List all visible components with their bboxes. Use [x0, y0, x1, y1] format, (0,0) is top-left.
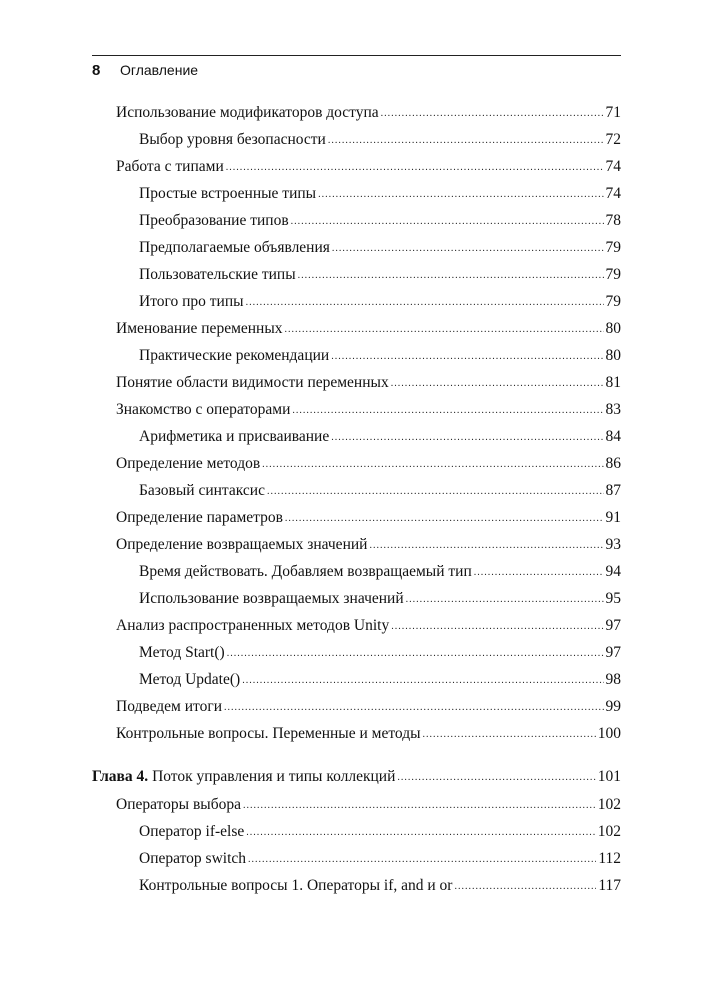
- toc-entry-page: 74: [605, 185, 621, 202]
- toc-entry-page: 97: [605, 617, 621, 634]
- dot-leader: [262, 454, 603, 476]
- dot-leader: [246, 292, 604, 314]
- header-page-number: 8: [92, 61, 101, 79]
- dot-leader: [423, 724, 596, 746]
- toc-entry-page: 95: [605, 590, 621, 607]
- toc-entry-page: 91: [605, 509, 621, 526]
- dot-leader: [226, 157, 604, 179]
- toc-entry[interactable]: [139, 426, 621, 448]
- toc-entry-title: Оператор switch: [139, 850, 247, 867]
- toc-entry-title: Операторы выбора: [116, 796, 241, 813]
- toc-entry-page: 112: [598, 850, 621, 867]
- toc-entry-title: Преобразование типов: [139, 212, 289, 229]
- dot-leader: [474, 562, 604, 584]
- dot-leader: [285, 508, 604, 530]
- toc-entry-page: 117: [598, 877, 621, 894]
- toc-entry-title: Итого про типы: [139, 293, 244, 310]
- toc-entry-page: 84: [605, 428, 621, 445]
- toc-entry-title: Подведем итоги: [116, 698, 223, 715]
- toc-entry-title: Работа с типами: [116, 158, 224, 175]
- toc-entry[interactable]: [139, 210, 621, 232]
- toc-chapter-title: [92, 766, 395, 788]
- toc-entry[interactable]: [139, 264, 621, 286]
- toc-entry-title: Базовый синтаксис: [139, 482, 265, 499]
- toc-entry-page: 100: [597, 725, 621, 742]
- toc-entry-title: Анализ распространенных методов Unity: [116, 617, 390, 634]
- dot-leader: [248, 849, 596, 871]
- toc-entry-title: Определение возвращаемых значений: [116, 536, 368, 553]
- toc-entry[interactable]: [139, 183, 621, 205]
- dot-leader: [243, 795, 596, 817]
- toc-entry-title: Определение методов: [116, 455, 261, 472]
- toc-entry-title: Оператор if-else: [139, 823, 245, 840]
- toc-entry-title: Знакомство с операторами: [116, 401, 291, 418]
- dot-leader: [318, 184, 603, 206]
- dot-leader: [298, 265, 604, 287]
- header-rule: [92, 55, 621, 56]
- toc-entry[interactable]: [116, 507, 621, 529]
- dot-leader: [332, 238, 604, 260]
- toc-entry-page: 83: [605, 401, 621, 418]
- toc-entry-page: 79: [605, 266, 621, 283]
- dot-leader: [381, 103, 604, 125]
- toc-entry-title: Предполагаемые объявления: [139, 239, 330, 256]
- chapter-label: Глава 4.: [92, 768, 149, 785]
- toc-entry[interactable]: [116, 794, 621, 816]
- toc-entry-page: 102: [597, 796, 621, 813]
- dot-leader: [285, 319, 604, 341]
- dot-leader: [391, 373, 604, 395]
- toc-entry-title: Определение параметров: [116, 509, 283, 526]
- toc-entry-title: Метод Start(): [139, 644, 225, 661]
- toc-entry[interactable]: [116, 102, 621, 124]
- toc-entry-page: 101: [597, 768, 621, 785]
- toc-entry[interactable]: [116, 399, 621, 421]
- dot-leader: [391, 616, 603, 638]
- toc-entry-title: Метод Update(): [139, 671, 241, 688]
- toc-entry[interactable]: [116, 696, 621, 718]
- dot-leader: [227, 643, 604, 665]
- toc-entry-title: Арифметика и присваивание: [139, 428, 330, 445]
- toc-entry[interactable]: [116, 534, 621, 556]
- toc-entry-page: 79: [605, 239, 621, 256]
- toc-entry-title: Время действовать. Добавляем возвращаемый тип: [139, 563, 472, 580]
- toc-entry[interactable]: [139, 642, 621, 664]
- dot-leader: [454, 876, 596, 898]
- toc-entry-page: 102: [597, 823, 621, 840]
- dot-leader: [406, 589, 604, 611]
- toc-entry-title: Практические рекомендации: [139, 347, 330, 364]
- toc-entry[interactable]: [139, 291, 621, 313]
- toc-entry-page: 86: [605, 455, 621, 472]
- toc-entry-title: Понятие области видимости переменных: [116, 374, 389, 391]
- toc-entry[interactable]: [139, 129, 621, 151]
- toc-entry-page: 79: [605, 293, 621, 310]
- chapter-title: Поток управления и типы коллекций: [152, 768, 396, 785]
- dot-leader: [267, 481, 604, 503]
- toc-entry-page: 97: [605, 644, 621, 661]
- toc-entry[interactable]: [139, 480, 621, 502]
- toc-entry[interactable]: [139, 345, 621, 367]
- toc-entry[interactable]: [116, 156, 621, 178]
- toc-entry[interactable]: [139, 669, 621, 691]
- dot-leader: [369, 535, 603, 557]
- header-section-title: Оглавление: [120, 62, 199, 78]
- toc-entry-title: Использование модификаторов доступа: [116, 104, 379, 121]
- dot-leader: [328, 130, 604, 152]
- toc-entry-title: Контрольные вопросы. Переменные и методы: [116, 725, 421, 742]
- toc-entry-page: 80: [605, 347, 621, 364]
- toc-entry[interactable]: [139, 821, 621, 843]
- toc-entry[interactable]: [139, 561, 621, 583]
- dot-leader: [242, 670, 603, 692]
- toc-entry-page: 78: [605, 212, 621, 229]
- dot-leader: [291, 211, 604, 233]
- dot-leader: [224, 697, 603, 719]
- toc-entry-page: 72: [605, 131, 621, 148]
- toc-entry[interactable]: [116, 372, 621, 394]
- toc-entry[interactable]: [116, 723, 621, 745]
- toc-entry[interactable]: [116, 615, 621, 637]
- running-header: [92, 60, 198, 80]
- toc-entry[interactable]: [139, 588, 621, 610]
- toc-entry-page: 81: [605, 374, 621, 391]
- toc-entry-title: Выбор уровня безопасности: [139, 131, 326, 148]
- toc-entry-title: Простые встроенные типы: [139, 185, 317, 202]
- toc-entry-page: 98: [605, 671, 621, 688]
- toc-entry-page: 94: [605, 563, 621, 580]
- toc-entry[interactable]: [139, 875, 621, 897]
- dot-leader: [292, 400, 603, 422]
- toc-entry-page: 74: [605, 158, 621, 175]
- dot-leader: [331, 346, 603, 368]
- toc-entry-page: 93: [605, 536, 621, 553]
- toc-entry-page: 80: [605, 320, 621, 337]
- toc-entry[interactable]: [116, 318, 621, 340]
- toc-entry[interactable]: [139, 237, 621, 259]
- toc-entry[interactable]: [139, 848, 621, 870]
- toc-entry-title: Контрольные вопросы 1. Операторы if, and и or: [139, 877, 453, 894]
- toc-entry[interactable]: [116, 453, 621, 475]
- toc-entry-page: 99: [605, 698, 621, 715]
- toc-entry-title: Использование возвращаемых значений: [139, 590, 404, 607]
- toc-entry-title: Именование переменных: [116, 320, 283, 337]
- toc-entry-page: 87: [605, 482, 621, 499]
- toc-entry-page: 71: [605, 104, 621, 121]
- dot-leader: [397, 767, 595, 789]
- dot-leader: [331, 427, 603, 449]
- dot-leader: [246, 822, 595, 844]
- toc-chapter-entry[interactable]: [92, 766, 621, 788]
- toc-entry-title: Пользовательские типы: [139, 266, 296, 283]
